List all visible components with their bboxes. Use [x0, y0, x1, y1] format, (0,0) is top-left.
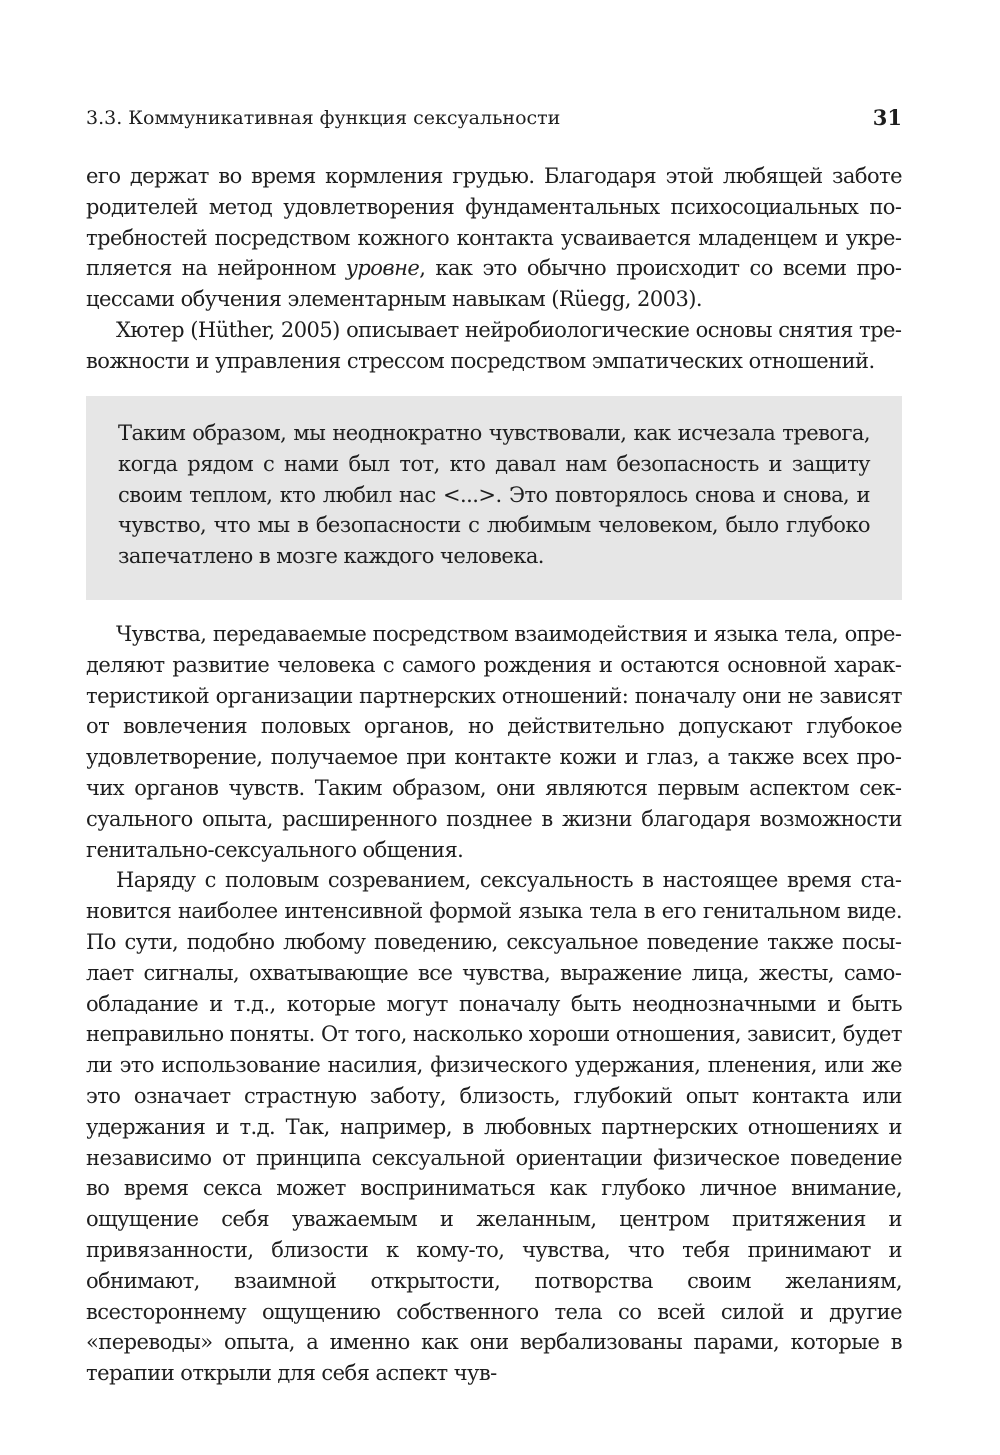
- running-title: 3.3. Коммуникативная функция сексуальности: [86, 107, 561, 129]
- page-number: 31: [872, 105, 902, 130]
- running-header: [86, 104, 902, 132]
- paragraph-puberty: Наряду с половым созреванием, сексуальность в настоящее время становится наиболее интенсивной формой языка тела в его генитальном виде. По сути, подобно любому поведению, сексуальное поведение также посылает сигналы, охватывающие все чувства, выражение лица, жесты, самообладание и т.д., которые могут поначалу быть неоднозначными и быть неправильно поняты. От того, насколько хороши отношения, зависит, будет ли это использование насилия, физического удержания, пленения, или же это означает страстную заботу, близость, глубокий опыт контакта или удержания и т.д. Так, например, в любовных партнерских отношениях и независимо от принципа сексуальной ориентации физическое поведение во время секса может восприниматься как глубоко личное внимание, ощущение себя уважаемым и желанным, центром притяжения и привязанности, близости к кому-то, чувства, что тебя принимают и обнимают, взаимной открытости, потворства своим желаниям, всестороннему ощущению собственного тела со всей силой и другие «переводы» опыта, а именно как они вербализованы парами, которые в терапии открыли для себя аспект чув-: [86, 868, 902, 1386]
- paragraph-huther: Хютер (Hüther, 2005) описывает нейробиологические основы снятия тревожности и управления стрессом посредством эмпатических отношений.: [86, 317, 902, 373]
- text-block-top: [86, 161, 902, 377]
- paragraph-1-text-start: его держат во время кормления грудью. Благодаря этой любящей заботе родителей метод удовлетворения фундаментальных психосоциальных потребностей посредством кожного контакта усваивается младенцем и укрепляется на нейронном: [86, 164, 902, 281]
- paragraph-feelings: Чувства, передаваемые посредством взаимодействия и языка тела, определяют развитие человека с самого рождения и остаются основной характеристикой организации партнерских отношений: поначалу они не зависят от вовлечения половых органов, но действительно допускают глубокое удовлетворение, получаемое при контакте кожи и глаз, а также всех прочих органов чувств. Таким образом, они являются первым аспектом сексуального опыта, расширенного позднее в жизни благодаря возможности генитально-сексуального общения.: [86, 622, 902, 862]
- block-quote: [86, 396, 902, 600]
- block-quote-text: Таким образом, мы неоднократно чувствовали, как исчезала тревога, когда рядом с нами был тот, кто давал нам безопасность и защиту своим теплом, кто любил нас <...>. Это повторялось снова и снова, и чувство, что мы в безопасности с любимым человеком, было глубоко запечатлено в мозге каждого человека.: [118, 421, 870, 569]
- paragraph-continued: [86, 161, 902, 315]
- text-block-bottom: [86, 619, 902, 1389]
- paragraph-1-italic-word: уровне: [345, 256, 420, 281]
- paragraph-1-text-end: , как это обычно происходит со всеми процессами обучения элементарным навыкам (Rüegg, 2003).: [86, 256, 902, 312]
